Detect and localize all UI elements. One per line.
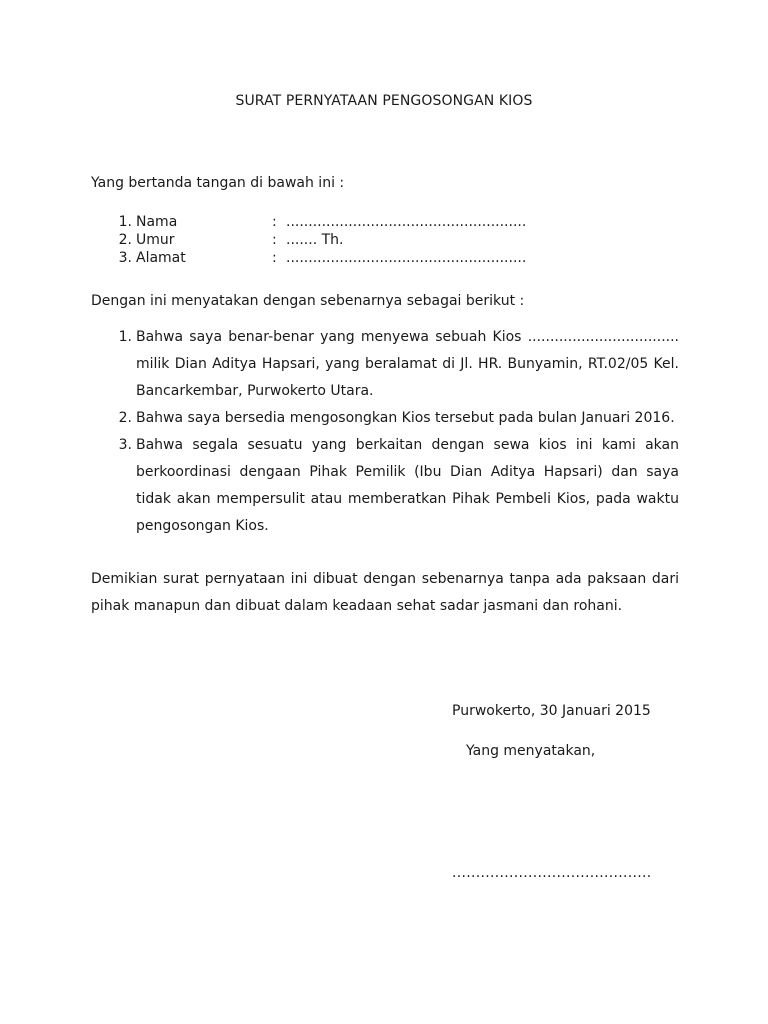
list-number: 3. <box>118 250 132 266</box>
claim-item <box>112 405 679 432</box>
claim-item <box>112 432 679 540</box>
identity-row-name <box>112 213 672 231</box>
list-number: 2. <box>118 232 132 248</box>
claim-item <box>112 324 679 405</box>
place-date: Purwokerto, 30 Januari 2015 <box>452 703 651 719</box>
signer-label: Yang menyatakan, <box>466 743 596 759</box>
identity-list <box>112 213 672 267</box>
document-title: SURAT PERNYATAAN PENGOSONGAN KIOS <box>235 93 533 109</box>
identity-label: Nama <box>136 214 178 230</box>
list-number: 1. <box>118 329 132 345</box>
identity-row-address <box>112 249 672 267</box>
list-number: 1. <box>118 214 132 230</box>
identity-value: ...................................................... <box>286 214 527 230</box>
list-number: 3. <box>118 437 132 453</box>
identity-value: ...................................................... <box>286 250 527 266</box>
claim-text: Bahwa saya benar-benar yang menyewa sebuah Kios .................................. milik Dian Aditya Hapsari, yang beralamat di Jl. HR. Bunyamin, RT.02/05 Kel. Bancarkembar, Purwokerto Utara. <box>136 329 679 399</box>
identity-value: ....... Th. <box>286 232 344 248</box>
claim-text: Bahwa saya bersedia mengosongkan Kios tersebut pada bulan Januari 2016. <box>136 410 675 426</box>
identity-colon: : <box>272 250 277 266</box>
claims-list <box>112 324 679 540</box>
intro-text: Yang bertanda tangan di bawah ini : <box>91 175 345 191</box>
identity-label: Alamat <box>136 250 186 266</box>
identity-colon: : <box>272 232 277 248</box>
signature-line: .......................................... <box>452 865 652 881</box>
closing-text: Demikian surat pernyataan ini dibuat dengan sebenarnya tanpa ada paksaan dari pihak manapun dan dibuat dalam keadaan sehat sadar jasmani dan rohani. <box>91 571 679 614</box>
statement-text: Dengan ini menyatakan dengan sebenarnya sebagai berikut : <box>91 293 525 309</box>
claim-text: Bahwa segala sesuatu yang berkaitan dengan sewa kios ini kami akan berkoordinasi dengaan Pihak Pemilik (Ibu Dian Aditya Hapsari) dan saya tidak akan mempersulit atau memberatkan Pihak Pembeli Kios, pada waktu pengosongan Kios. <box>136 437 679 534</box>
list-number: 2. <box>118 410 132 426</box>
identity-colon: : <box>272 214 277 230</box>
identity-label: Umur <box>136 232 175 248</box>
identity-row-age <box>112 231 672 249</box>
